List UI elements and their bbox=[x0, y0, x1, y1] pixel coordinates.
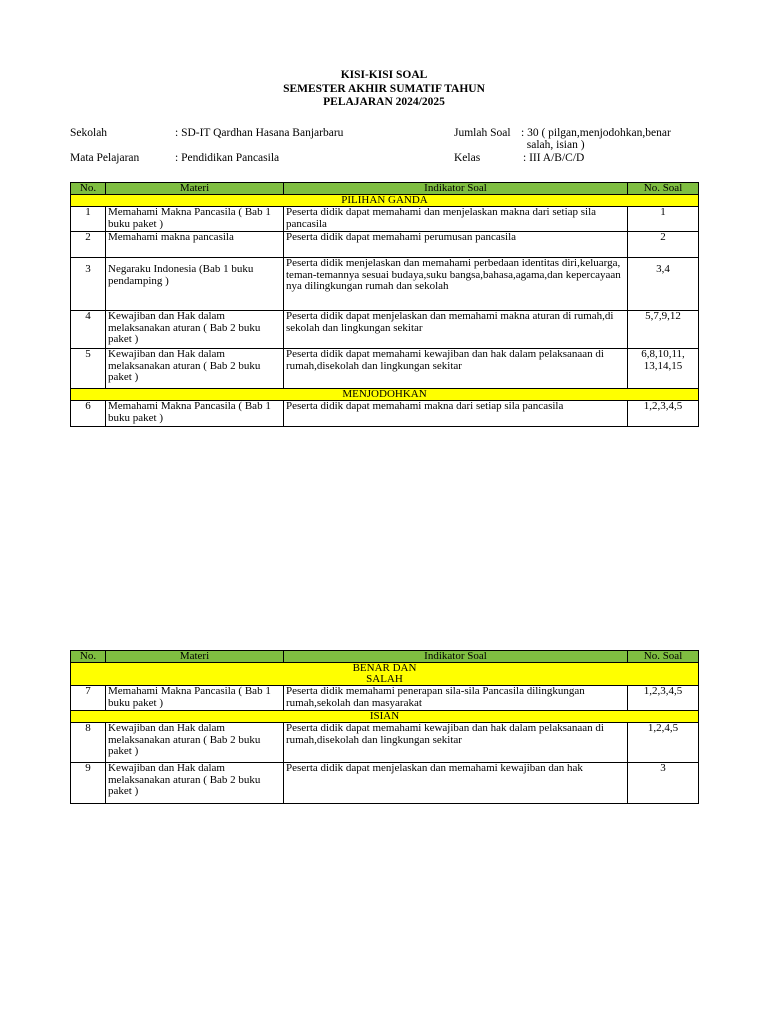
section-isian: ISIAN bbox=[71, 711, 699, 723]
section-row-benar-dan-salah bbox=[71, 663, 699, 686]
row-materi: Negaraku Indonesia (Bab 1 buku pendamping ) bbox=[106, 258, 284, 311]
section-pilihan-ganda: PILIHAN GANDA bbox=[71, 195, 699, 207]
row-no-soal: 1,2,3,4,5 bbox=[628, 686, 699, 711]
row-indikator: Peserta didik dapat memahami dan menjelaskan makna dari setiap sila pancasila bbox=[284, 207, 628, 232]
header-materi: Materi bbox=[106, 651, 284, 663]
kisi-kisi-table-1 bbox=[70, 182, 699, 427]
row-no: 8 bbox=[71, 723, 106, 763]
section-row-isian bbox=[71, 711, 699, 723]
row-no: 2 bbox=[71, 232, 106, 258]
row-no-soal: 3 bbox=[628, 763, 699, 804]
sekolah-value: : SD-IT Qardhan Hasana Banjarbaru bbox=[175, 127, 344, 139]
row-materi: Memahami makna pancasila bbox=[106, 232, 284, 258]
table-row bbox=[71, 258, 699, 311]
row-no: 6 bbox=[71, 401, 106, 427]
title-line-1: KISI-KISI SOAL bbox=[340, 69, 428, 81]
table-row bbox=[71, 207, 699, 232]
table-row bbox=[71, 349, 699, 389]
row-indikator: Peserta didik dapat menjelaskan dan memahami kewajiban dan hak bbox=[284, 763, 628, 804]
header-no-soal: No. Soal bbox=[628, 651, 699, 663]
row-materi: Kewajiban dan Hak dalam melaksanakan aturan ( Bab 2 buku paket ) bbox=[106, 763, 284, 804]
document-title bbox=[0, 69, 768, 110]
table-header-row bbox=[71, 183, 699, 195]
jumlah-soal-value: : 30 ( pilgan,menjodohkan,benar salah, isian ) bbox=[521, 127, 671, 151]
row-no-soal: 1 bbox=[628, 207, 699, 232]
row-materi: Memahami Makna Pancasila ( Bab 1 buku paket ) bbox=[106, 207, 284, 232]
table-header-row bbox=[71, 651, 699, 663]
table-row bbox=[71, 686, 699, 711]
kelas-label: Kelas bbox=[454, 152, 481, 164]
row-materi: Memahami Makna Pancasila ( Bab 1 buku paket ) bbox=[106, 401, 284, 427]
row-indikator: Peserta didik dapat memahami makna dari setiap sila pancasila bbox=[284, 401, 628, 427]
table-row bbox=[71, 723, 699, 763]
table-row bbox=[71, 232, 699, 258]
row-indikator: Peserta didik dapat memahami perumusan pancasila bbox=[284, 232, 628, 258]
row-no-soal: 5,7,9,12 bbox=[628, 311, 699, 349]
header-no: No. bbox=[71, 183, 106, 195]
mata-pelajaran-value: : Pendidikan Pancasila bbox=[175, 152, 280, 164]
mata-pelajaran-label: Mata Pelajaran bbox=[70, 152, 140, 164]
header-no-soal: No. Soal bbox=[628, 183, 699, 195]
row-indikator: Peserta didik dapat memahami kewajiban dan hak dalam pelaksanaan di rumah,disekolah dan lingkungan sekitar bbox=[284, 349, 628, 389]
section-row-pilihan-ganda bbox=[71, 195, 699, 207]
row-materi: Memahami Makna Pancasila ( Bab 1 buku paket ) bbox=[106, 686, 284, 711]
table-row bbox=[71, 763, 699, 804]
row-indikator: Peserta didik menjelaskan dan memahami perbedaan identitas diri,keluarga, teman-temannya sesuai budaya,suku bangsa,bahasa,agama,dan kepercayaan nya dilingkungan rumah dan sekolah bbox=[284, 258, 628, 311]
section-menjodohkan: MENJODOHKAN bbox=[71, 389, 699, 401]
row-no: 1 bbox=[71, 207, 106, 232]
header-indikator: Indikator Soal bbox=[284, 183, 628, 195]
row-indikator: Peserta didik dapat menjelaskan dan memahami makna aturan di rumah,di sekolah dan lingkungan sekitar bbox=[284, 311, 628, 349]
section-benar-dan-salah: BENAR DAN SALAH bbox=[352, 662, 417, 685]
kelas-value: : III A/B/C/D bbox=[523, 152, 585, 164]
row-materi: Kewajiban dan Hak dalam melaksanakan aturan ( Bab 2 buku paket ) bbox=[106, 349, 284, 389]
jumlah-soal-label: Jumlah Soal bbox=[454, 127, 511, 139]
header-indikator: Indikator Soal bbox=[284, 651, 628, 663]
header-materi: Materi bbox=[106, 183, 284, 195]
table-row bbox=[71, 311, 699, 349]
row-materi: Kewajiban dan Hak dalam melaksanakan aturan ( Bab 2 buku paket ) bbox=[106, 723, 284, 763]
row-no: 7 bbox=[71, 686, 106, 711]
row-no: 5 bbox=[71, 349, 106, 389]
row-no-soal: 6,8,10,11, 13,14,15 bbox=[628, 349, 699, 389]
row-no: 3 bbox=[71, 258, 106, 311]
section-row-menjodohkan bbox=[71, 389, 699, 401]
table-row bbox=[71, 401, 699, 427]
row-no-soal: 2 bbox=[628, 232, 699, 258]
row-no: 9 bbox=[71, 763, 106, 804]
header-no: No. bbox=[71, 651, 106, 663]
row-indikator: Peserta didik memahami penerapan sila-sila Pancasila dilingkungan rumah,sekolah dan masyarakat bbox=[284, 686, 628, 711]
row-no-soal: 3,4 bbox=[628, 258, 699, 311]
row-no: 4 bbox=[71, 311, 106, 349]
kisi-kisi-table-2 bbox=[70, 650, 699, 804]
section-benar-dan-salah-cell bbox=[71, 663, 699, 686]
sekolah-label: Sekolah bbox=[70, 127, 108, 139]
row-no-soal: 1,2,4,5 bbox=[628, 723, 699, 763]
row-indikator: Peserta didik dapat memahami kewajiban dan hak dalam pelaksanaan di rumah,disekolah dan lingkungan sekitar bbox=[284, 723, 628, 763]
title-line-2: SEMESTER AKHIR SUMATIF TAHUN bbox=[283, 82, 485, 95]
title-line-3: PELAJARAN 2024/2025 bbox=[323, 96, 445, 108]
row-no-soal: 1,2,3,4,5 bbox=[628, 401, 699, 427]
row-materi: Kewajiban dan Hak dalam melaksanakan aturan ( Bab 2 buku paket ) bbox=[106, 311, 284, 349]
